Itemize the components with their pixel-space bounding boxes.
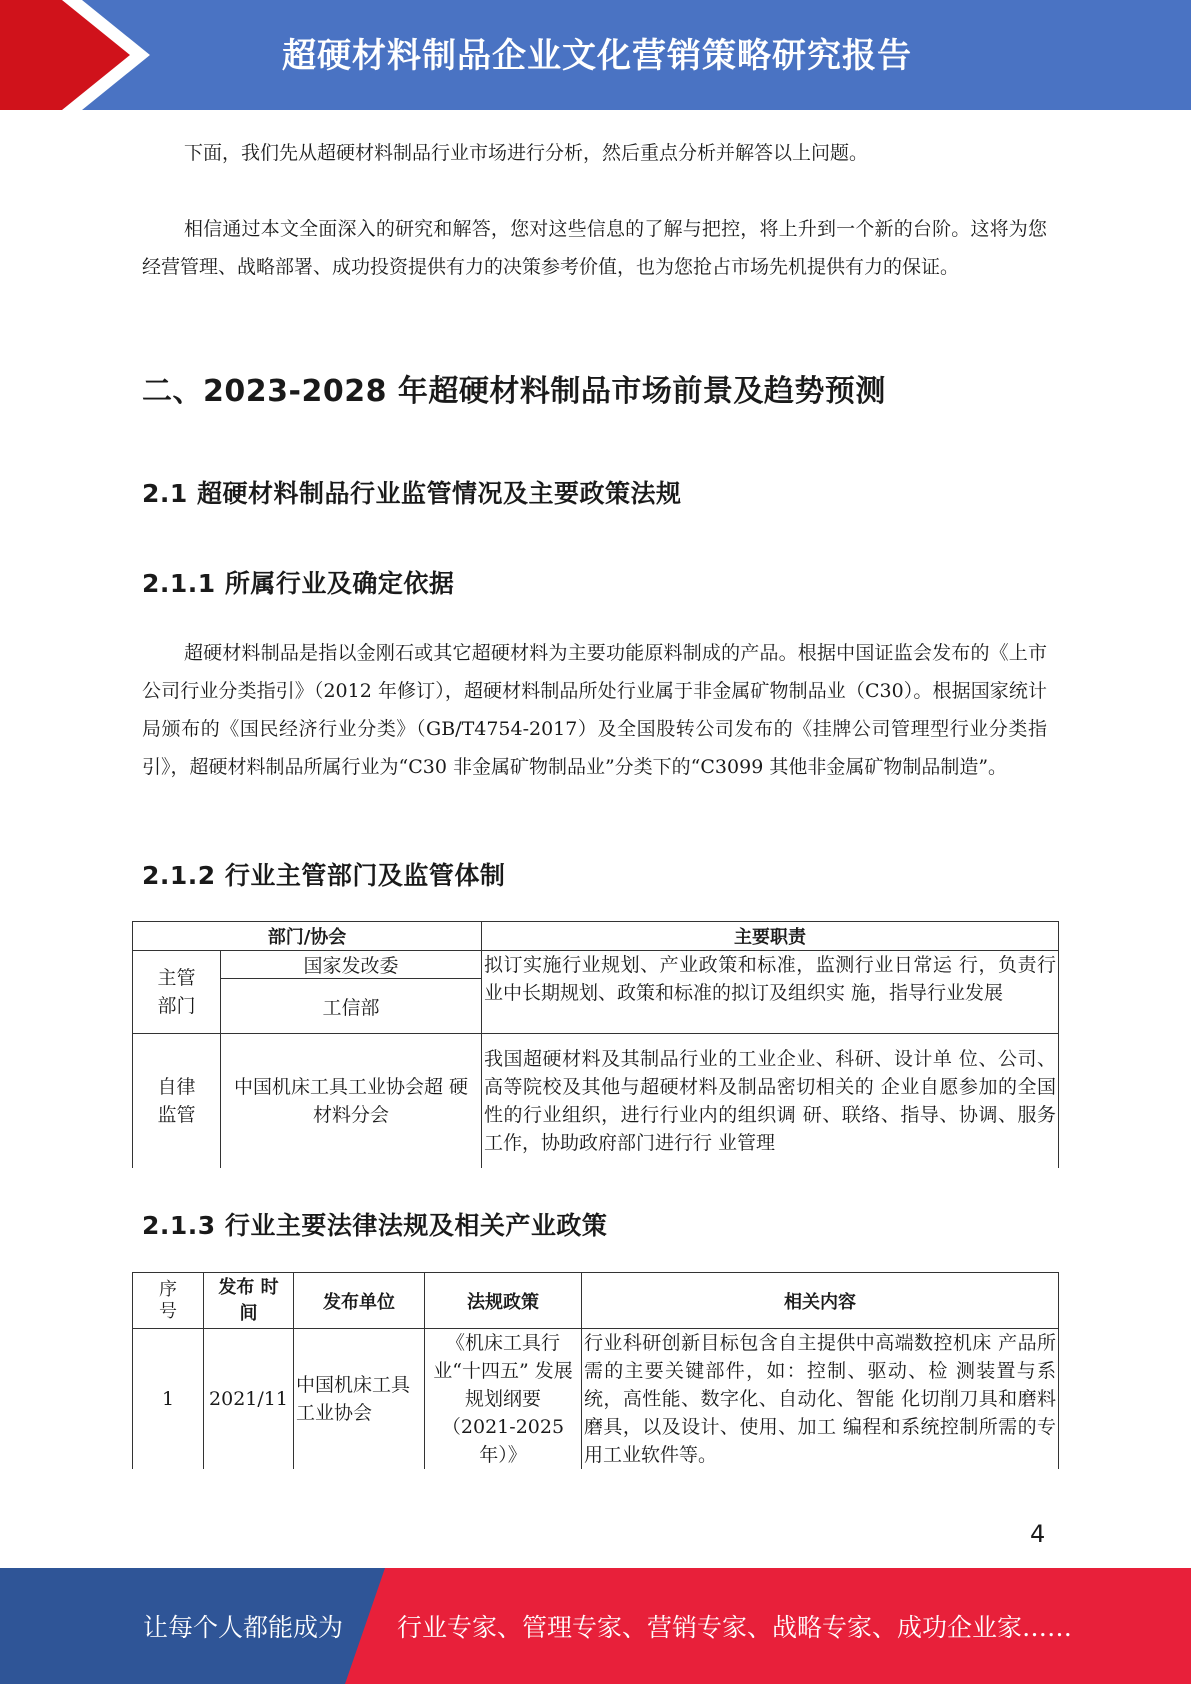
policy-date: 2021/11: [204, 1329, 294, 1470]
regulator-table: [132, 921, 1059, 1168]
intro-paragraph-1: 下面，我们先从超硬材料制品行业市场进行分析，然后重点分析并解答以上问题。: [184, 142, 869, 164]
policy-content: 行业科研创新目标包含自主提供中高端数控机床 产品所需的主要关键部件，如：控制、驱动、检 测装置与系统，高性能、数字化、自动化、智能 化切削刀具和磨料磨具，以及设计、使用、加工 编程和系统控制所需的专用工业软件等。: [582, 1329, 1059, 1470]
policy-name: 《机床工具行 业“十四五” 发展规划纲要（2021-2025年）》: [425, 1329, 582, 1470]
dept-ndrc: 国家发改委: [221, 951, 482, 979]
policy-header-no: 序号: [133, 1273, 204, 1329]
policy-table: [132, 1272, 1059, 1469]
section-2-1-heading: 2.1 超硬材料制品行业监管情况及主要政策法规: [142, 479, 682, 508]
footer-slogan-right: 行业专家、管理专家、营销专家、战略专家、成功企业家……: [397, 1613, 1073, 1642]
policy-header-content: 相关内容: [582, 1273, 1059, 1329]
section-2-1-2-heading: 2.1.2 行业主管部门及监管体制: [142, 861, 506, 890]
group-label-competent: 主管部门: [133, 951, 221, 1034]
section-2-1-1-heading: 2.1.1 所属行业及确定依据: [142, 569, 455, 598]
policy-header-policy: 法规政策: [425, 1273, 582, 1329]
table-header-department: 部门/协会: [133, 922, 482, 951]
dept-miit: 工信部: [221, 979, 482, 1034]
table-header-duties: 主要职责: [482, 922, 1059, 951]
footer-slogan-left: 让每个人都能成为: [143, 1613, 344, 1642]
group-label-self-regulatory: 自律监管: [133, 1034, 221, 1168]
report-title: 超硬材料制品企业文化营销策略研究报告: [282, 36, 912, 76]
intro-paragraph-2: 相信通过本文全面深入的研究和解答，您对这些信息的了解与把控，将上升到一个新的台阶。这将为您经营管理、战略部署、成功投资提供有力的决策参考价值，也为您抢占市场先机提供有力的保证。: [142, 218, 1047, 278]
table-row: [133, 1329, 1059, 1470]
page-number: 4: [1030, 1520, 1046, 1548]
policy-header-issuer: 发布单位: [294, 1273, 425, 1329]
dept-association: 中国机床工具工业协会超 硬材料分会: [221, 1034, 482, 1168]
competent-duties: 拟订实施行业规划、产业政策和标准，监测行业日常运 行，负责行业中长期规划、政策和标准的拟订及组织实 施，指导行业发展: [482, 951, 1059, 1034]
page-header: [0, 0, 1191, 110]
policy-issuer: 中国机床工具工业协会: [294, 1329, 425, 1470]
section-2-heading: 二、2023-2028 年超硬材料制品市场前景及趋势预测: [142, 374, 886, 409]
policy-header-date: 发布 时间: [204, 1273, 294, 1329]
section-2-1-1-body: 超硬材料制品是指以金刚石或其它超硬材料为主要功能原料制成的产品。根据中国证监会发布的《上市公司行业分类指引》（2012 年修订），超硬材料制品所处行业属于非金属矿物制品业（C30）。根据国家统计局颁布的《国民经济行业分类》（GB/T4754-2017）及全国股转公司发布的《挂牌公司管理型行业分类指引》，超硬材料制品所属行业为“C30 非金属矿物制品业”分类下的“C3099 其他非金属矿物制品制造”。: [142, 642, 1047, 778]
section-2-1-3-heading: 2.1.3 行业主要法律法规及相关产业政策: [142, 1211, 608, 1240]
policy-no: 1: [133, 1329, 204, 1470]
page-footer: [0, 1568, 1191, 1684]
self-regulatory-duties: 我国超硬材料及其制品行业的工业企业、科研、设计单 位、公司、高等院校及其他与超硬材料及制品密切相关的 企业自愿参加的全国性的行业组织，进行行业内的组织调 研、联络、指导、协调、服务工作，协助政府部门进行行 业管理: [482, 1034, 1059, 1168]
